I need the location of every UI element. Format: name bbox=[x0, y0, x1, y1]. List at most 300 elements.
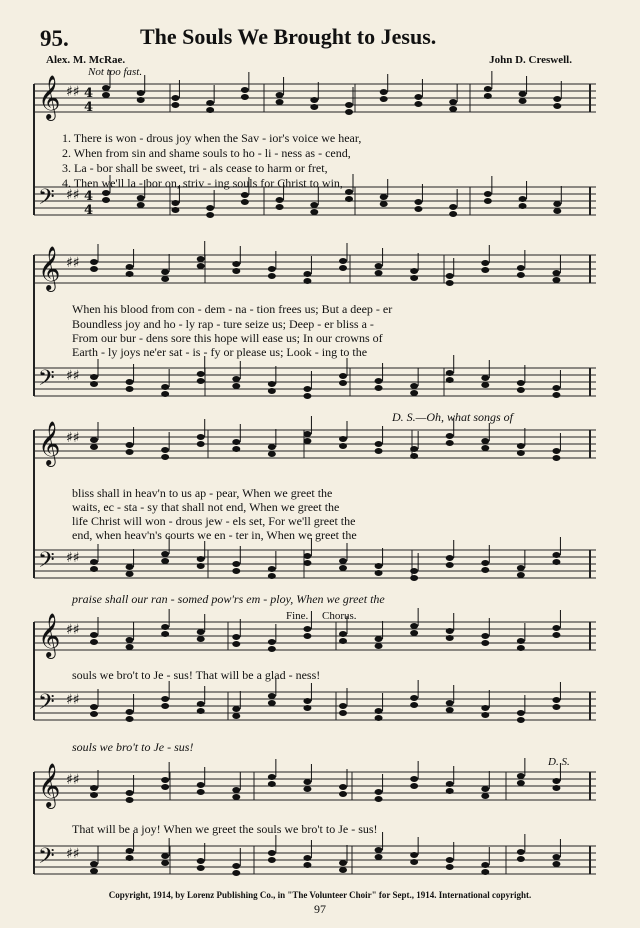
note-head bbox=[268, 444, 276, 450]
note-head bbox=[375, 270, 383, 276]
note-head bbox=[339, 436, 347, 442]
note-head bbox=[481, 445, 489, 451]
note-head bbox=[137, 195, 145, 201]
note-head bbox=[90, 711, 98, 717]
lyric-line: end, when heav'n's courts we en - ter in, When we greet the bbox=[72, 528, 357, 542]
note-head bbox=[90, 559, 98, 565]
note-head bbox=[171, 207, 179, 213]
note-head bbox=[90, 868, 98, 874]
note-head bbox=[517, 572, 525, 578]
note-head bbox=[303, 862, 311, 868]
note-head bbox=[410, 623, 418, 629]
note-head bbox=[375, 448, 383, 454]
note-head bbox=[126, 716, 134, 722]
note-head bbox=[90, 639, 98, 645]
note-head bbox=[268, 774, 276, 780]
note-head bbox=[268, 639, 276, 645]
note-head bbox=[380, 201, 388, 207]
note-head bbox=[552, 785, 560, 791]
note-head bbox=[303, 705, 311, 711]
note-head bbox=[126, 571, 134, 577]
note-head bbox=[517, 380, 525, 386]
lyric-line: 2. When from sin and shame souls to ho - li - ness as - cend, bbox=[62, 146, 351, 160]
lyricist: Alex. M. McRae. bbox=[46, 54, 126, 66]
note-head bbox=[375, 263, 383, 269]
note-head bbox=[446, 273, 454, 279]
note-head bbox=[197, 782, 205, 788]
note-head bbox=[519, 98, 527, 104]
note-head bbox=[232, 561, 240, 567]
note-head bbox=[197, 636, 205, 642]
note-head bbox=[449, 211, 457, 217]
note-head bbox=[410, 630, 418, 636]
bass-clef: 𝄢 bbox=[38, 185, 55, 215]
note-head bbox=[276, 92, 284, 98]
note-head bbox=[268, 857, 276, 863]
note-head bbox=[303, 560, 311, 566]
note-head bbox=[410, 776, 418, 782]
key-signature: ♯♯ bbox=[66, 846, 80, 862]
note-head bbox=[449, 106, 457, 112]
note-head bbox=[268, 266, 276, 272]
note-head bbox=[345, 102, 353, 108]
note-head bbox=[553, 96, 561, 102]
note-head bbox=[414, 101, 422, 107]
note-head bbox=[303, 431, 311, 437]
note-head bbox=[268, 381, 276, 387]
note-head bbox=[481, 712, 489, 718]
treble-clef: 𝄞 bbox=[38, 613, 61, 657]
note-head bbox=[126, 264, 134, 270]
note-head bbox=[197, 263, 205, 269]
note-head bbox=[303, 786, 311, 792]
note-head bbox=[339, 784, 347, 790]
note-head bbox=[339, 258, 347, 264]
note-head bbox=[303, 386, 311, 392]
note-head bbox=[303, 698, 311, 704]
note-head bbox=[410, 268, 418, 274]
key-signature: ♯♯ bbox=[66, 692, 80, 708]
note-head bbox=[197, 434, 205, 440]
note-head bbox=[517, 856, 525, 862]
note-head bbox=[519, 196, 527, 202]
note-head bbox=[310, 202, 318, 208]
note-head bbox=[517, 265, 525, 271]
note-head bbox=[552, 704, 560, 710]
note-head bbox=[197, 858, 205, 864]
note-head bbox=[197, 708, 205, 714]
note-head bbox=[303, 271, 311, 277]
note-head bbox=[232, 446, 240, 452]
note-head bbox=[206, 212, 214, 218]
note-head bbox=[446, 864, 454, 870]
note-head bbox=[276, 204, 284, 210]
chorus-marker: Chorus. bbox=[322, 610, 357, 622]
note-head bbox=[517, 645, 525, 651]
lyric-line: That will be a joy! When we greet the souls we bro't to Je - sus! bbox=[72, 822, 378, 836]
note-head bbox=[345, 189, 353, 195]
note-head bbox=[232, 261, 240, 267]
note-head bbox=[197, 556, 205, 562]
note-head bbox=[161, 624, 169, 630]
note-head bbox=[241, 87, 249, 93]
note-head bbox=[481, 633, 489, 639]
note-head bbox=[197, 371, 205, 377]
note-head bbox=[268, 850, 276, 856]
note-head bbox=[410, 390, 418, 396]
key-signature: ♯♯ bbox=[66, 430, 80, 446]
note-head bbox=[414, 94, 422, 100]
note-head bbox=[137, 90, 145, 96]
note-head bbox=[339, 791, 347, 797]
note-head bbox=[375, 847, 383, 853]
note-head bbox=[446, 857, 454, 863]
note-head bbox=[446, 781, 454, 787]
note-head bbox=[126, 637, 134, 643]
hymn-title: The Souls We Brought to Jesus. bbox=[140, 24, 437, 49]
note-head bbox=[552, 448, 560, 454]
hymn-number: 95. bbox=[40, 26, 69, 51]
note-head bbox=[310, 209, 318, 215]
note-head bbox=[410, 852, 418, 858]
note-head bbox=[90, 381, 98, 387]
note-head bbox=[126, 855, 134, 861]
note-head bbox=[241, 192, 249, 198]
lyric-line: 3. La - bor shall be sweet, tri - als cease to harm or fret, bbox=[62, 161, 328, 175]
note-head bbox=[303, 855, 311, 861]
note-head bbox=[481, 560, 489, 566]
note-head bbox=[345, 196, 353, 202]
note-head bbox=[375, 789, 383, 795]
note-head bbox=[481, 438, 489, 444]
note-head bbox=[161, 551, 169, 557]
note-head bbox=[410, 568, 418, 574]
note-head bbox=[232, 268, 240, 274]
note-head bbox=[161, 703, 169, 709]
note-head bbox=[232, 383, 240, 389]
note-head bbox=[339, 265, 347, 271]
note-head bbox=[232, 568, 240, 574]
note-head bbox=[197, 441, 205, 447]
note-head bbox=[446, 628, 454, 634]
note-head bbox=[446, 433, 454, 439]
note-head bbox=[161, 853, 169, 859]
note-head bbox=[171, 102, 179, 108]
note-head bbox=[410, 695, 418, 701]
note-head bbox=[90, 785, 98, 791]
key-signature: ♯♯ bbox=[66, 368, 80, 384]
note-head bbox=[481, 793, 489, 799]
note-head bbox=[161, 447, 169, 453]
note-head bbox=[161, 454, 169, 460]
note-head bbox=[375, 854, 383, 860]
note-head bbox=[481, 267, 489, 273]
note-head bbox=[197, 378, 205, 384]
note-head bbox=[375, 636, 383, 642]
note-head bbox=[552, 697, 560, 703]
note-head bbox=[197, 563, 205, 569]
note-head bbox=[481, 640, 489, 646]
note-head bbox=[552, 277, 560, 283]
note-head bbox=[552, 861, 560, 867]
note-head bbox=[446, 280, 454, 286]
note-head bbox=[268, 573, 276, 579]
note-head bbox=[517, 272, 525, 278]
note-head bbox=[126, 564, 134, 570]
note-head bbox=[90, 792, 98, 798]
lyric-line: souls we bro't to Je - sus! That will be a glad - ness! bbox=[72, 668, 321, 682]
note-head bbox=[268, 693, 276, 699]
lyric-line: From our bur - dens sore this hope will ease us; In our crowns of bbox=[72, 331, 383, 345]
note-head bbox=[268, 451, 276, 457]
note-head bbox=[519, 203, 527, 209]
note-head bbox=[161, 269, 169, 275]
ds-lyric-line: praise shall our ran - somed pow'rs em - ploy, When we greet the bbox=[72, 592, 385, 606]
note-head bbox=[517, 638, 525, 644]
note-head bbox=[102, 85, 110, 91]
note-head bbox=[137, 202, 145, 208]
key-signature: ♯♯ bbox=[66, 255, 80, 271]
note-head bbox=[232, 713, 240, 719]
note-head bbox=[276, 197, 284, 203]
note-head bbox=[339, 373, 347, 379]
note-head bbox=[339, 565, 347, 571]
note-head bbox=[517, 773, 525, 779]
note-head bbox=[232, 794, 240, 800]
lyric-line: life Christ will won - drous jew - els set, For we'll greet the bbox=[72, 514, 356, 528]
note-head bbox=[380, 194, 388, 200]
note-head bbox=[410, 275, 418, 281]
note-head bbox=[375, 563, 383, 569]
note-head bbox=[161, 276, 169, 282]
note-head bbox=[339, 710, 347, 716]
bass-clef: 𝄢 bbox=[38, 366, 55, 396]
note-head bbox=[126, 848, 134, 854]
note-head bbox=[339, 703, 347, 709]
note-head bbox=[380, 89, 388, 95]
time-signature: 4 bbox=[84, 86, 94, 101]
note-head bbox=[375, 796, 383, 802]
page-number: 97 bbox=[314, 902, 326, 916]
note-head bbox=[90, 704, 98, 710]
note-head bbox=[345, 109, 353, 115]
ds-lyric-line: souls we bro't to Je - sus! bbox=[72, 740, 194, 754]
note-head bbox=[517, 443, 525, 449]
note-head bbox=[206, 100, 214, 106]
key-signature: ♯♯ bbox=[66, 84, 80, 100]
note-head bbox=[446, 707, 454, 713]
note-head bbox=[303, 393, 311, 399]
note-head bbox=[232, 787, 240, 793]
note-head bbox=[241, 199, 249, 205]
note-head bbox=[126, 644, 134, 650]
note-head bbox=[449, 99, 457, 105]
time-signature: 4 bbox=[84, 189, 94, 204]
note-head bbox=[171, 95, 179, 101]
note-head bbox=[552, 455, 560, 461]
note-head bbox=[126, 709, 134, 715]
note-head bbox=[553, 208, 561, 214]
note-head bbox=[197, 701, 205, 707]
lyric-line: bliss shall in heav'n to us ap - pear, When we greet the bbox=[72, 486, 333, 500]
note-head bbox=[197, 865, 205, 871]
note-head bbox=[517, 450, 525, 456]
note-head bbox=[303, 633, 311, 639]
note-head bbox=[126, 379, 134, 385]
note-head bbox=[552, 392, 560, 398]
note-head bbox=[232, 439, 240, 445]
note-head bbox=[375, 441, 383, 447]
note-head bbox=[90, 632, 98, 638]
lyric-line: When his blood from con - dem - na - tion frees us; But a deep - er bbox=[72, 302, 393, 316]
note-head bbox=[481, 862, 489, 868]
note-head bbox=[517, 565, 525, 571]
note-head bbox=[375, 708, 383, 714]
note-head bbox=[161, 631, 169, 637]
treble-clef: 𝄞 bbox=[38, 421, 61, 465]
note-head bbox=[481, 375, 489, 381]
note-head bbox=[197, 629, 205, 635]
note-head bbox=[481, 567, 489, 573]
note-head bbox=[206, 205, 214, 211]
note-head bbox=[553, 103, 561, 109]
note-head bbox=[446, 562, 454, 568]
note-head bbox=[410, 575, 418, 581]
lyric-line: waits, ec - sta - sy that shall not end, When we greet the bbox=[72, 500, 340, 514]
note-head bbox=[268, 273, 276, 279]
note-head bbox=[410, 859, 418, 865]
note-head bbox=[446, 370, 454, 376]
note-head bbox=[446, 635, 454, 641]
note-head bbox=[446, 788, 454, 794]
note-head bbox=[161, 860, 169, 866]
key-signature: ♯♯ bbox=[66, 622, 80, 638]
note-head bbox=[410, 702, 418, 708]
note-head bbox=[446, 555, 454, 561]
note-head bbox=[303, 626, 311, 632]
ds-text: D. S.—Oh, what songs of bbox=[392, 410, 514, 424]
note-head bbox=[161, 784, 169, 790]
note-head bbox=[303, 278, 311, 284]
note-head bbox=[197, 789, 205, 795]
time-signature: 4 bbox=[84, 100, 94, 115]
note-head bbox=[484, 198, 492, 204]
note-head bbox=[126, 271, 134, 277]
note-head bbox=[339, 631, 347, 637]
note-head bbox=[414, 206, 422, 212]
note-head bbox=[90, 861, 98, 867]
note-head bbox=[339, 558, 347, 564]
lyric-line: 1. There is won - drous joy when the Sav - ior's voice we hear, bbox=[62, 131, 362, 145]
note-head bbox=[126, 442, 134, 448]
note-head bbox=[303, 553, 311, 559]
treble-clef: 𝄞 bbox=[38, 763, 61, 807]
note-head bbox=[268, 388, 276, 394]
note-head bbox=[241, 94, 249, 100]
note-head bbox=[375, 643, 383, 649]
fine-marker: Fine. bbox=[286, 610, 309, 622]
note-head bbox=[484, 191, 492, 197]
note-head bbox=[410, 446, 418, 452]
key-signature: ♯♯ bbox=[66, 187, 80, 203]
note-head bbox=[517, 387, 525, 393]
note-head bbox=[268, 781, 276, 787]
note-head bbox=[484, 93, 492, 99]
note-head bbox=[339, 638, 347, 644]
note-head bbox=[102, 197, 110, 203]
lyric-line: 4. Then we'll la - bor on, striv - ing souls for Christ to win, bbox=[62, 176, 343, 190]
note-head bbox=[276, 99, 284, 105]
note-head bbox=[310, 97, 318, 103]
note-head bbox=[161, 391, 169, 397]
note-head bbox=[232, 641, 240, 647]
treble-clef: 𝄞 bbox=[38, 75, 61, 119]
note-head bbox=[375, 570, 383, 576]
note-head bbox=[446, 700, 454, 706]
note-head bbox=[552, 385, 560, 391]
note-head bbox=[517, 780, 525, 786]
note-head bbox=[232, 863, 240, 869]
note-head bbox=[126, 386, 134, 392]
bass-clef: 𝄢 bbox=[38, 690, 55, 720]
note-head bbox=[90, 444, 98, 450]
note-head bbox=[161, 777, 169, 783]
note-head bbox=[449, 204, 457, 210]
note-head bbox=[339, 380, 347, 386]
note-head bbox=[552, 854, 560, 860]
note-head bbox=[161, 696, 169, 702]
note-head bbox=[481, 382, 489, 388]
note-head bbox=[375, 378, 383, 384]
note-head bbox=[268, 566, 276, 572]
note-head bbox=[552, 632, 560, 638]
lyric-line: Earth - ly joys ne'er sat - is - fy or please us; Look - ing to the bbox=[72, 345, 368, 359]
note-head bbox=[303, 779, 311, 785]
note-head bbox=[410, 783, 418, 789]
key-signature: ♯♯ bbox=[66, 550, 80, 566]
note-head bbox=[552, 552, 560, 558]
note-head bbox=[339, 867, 347, 873]
note-head bbox=[161, 558, 169, 564]
note-head bbox=[410, 383, 418, 389]
note-head bbox=[375, 385, 383, 391]
note-head bbox=[446, 377, 454, 383]
note-head bbox=[171, 200, 179, 206]
note-head bbox=[375, 715, 383, 721]
note-head bbox=[90, 259, 98, 265]
note-head bbox=[552, 625, 560, 631]
note-head bbox=[484, 86, 492, 92]
note-head bbox=[90, 566, 98, 572]
bass-clef: 𝄢 bbox=[38, 548, 55, 578]
note-head bbox=[206, 107, 214, 113]
treble-clef: 𝄞 bbox=[38, 246, 61, 290]
note-head bbox=[126, 449, 134, 455]
note-head bbox=[90, 437, 98, 443]
copyright-notice: Copyright, 1914, by Lorenz Publishing Co., in "The Volunteer Choir" for Sept., 1914. International copyright. bbox=[108, 890, 532, 900]
note-head bbox=[126, 790, 134, 796]
note-head bbox=[126, 797, 134, 803]
bass-clef: 𝄢 bbox=[38, 844, 55, 874]
note-head bbox=[481, 786, 489, 792]
time-signature: 4 bbox=[84, 203, 94, 218]
note-head bbox=[310, 104, 318, 110]
ds-marker: D. S. bbox=[548, 756, 570, 768]
lyric-line: Boundless joy and ho - ly rap - ture seize us; Deep - er bliss a - bbox=[72, 317, 374, 331]
note-head bbox=[517, 717, 525, 723]
note-head bbox=[517, 849, 525, 855]
note-head bbox=[339, 443, 347, 449]
